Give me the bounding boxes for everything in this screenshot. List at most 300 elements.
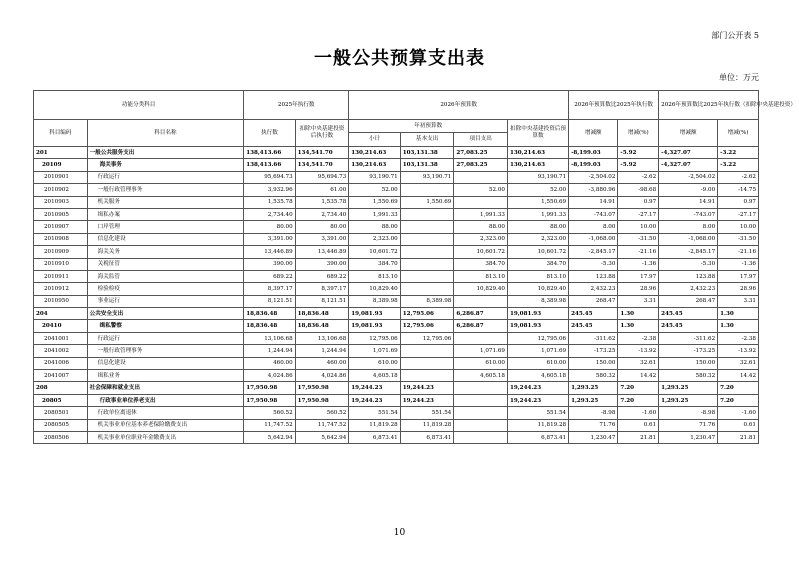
row-name: 公共安全支出 [87,308,244,320]
row-value [400,258,454,270]
row-value: 130,214.63 [507,159,568,171]
row-code: 2010901 [34,171,88,183]
row-value: 52.00 [454,184,508,196]
row-value: 689.22 [295,270,349,282]
row-value: 123.88 [569,270,618,282]
row-value: -5.30 [659,258,718,270]
row-value: -9.00 [659,184,718,196]
row-value [454,171,508,183]
row-value: -1,068.00 [569,233,618,245]
row-value [454,295,508,307]
row-value: 1,550.69 [349,196,400,208]
row-code: 201 [34,147,88,159]
row-value: 19,081.93 [349,308,400,320]
row-name: 行政事业单位养老支出 [87,394,244,406]
row-value: 19,244.23 [349,382,400,394]
row-value: -5.30 [569,258,618,270]
row-value: -743.07 [569,208,618,220]
row-value: 610.00 [349,357,400,369]
row-value: -3,880.96 [569,184,618,196]
row-value: 1,230.47 [569,431,618,443]
row-value: 8,121.51 [244,295,295,307]
header-inc-1: 增减额 [569,120,618,147]
row-name: 缉私办案 [87,208,244,220]
row-value: 7.20 [718,382,759,394]
row-value: 150.00 [569,357,618,369]
row-value [454,419,508,431]
header-compare-1: 2026年预算数比2025年执行数 [569,91,659,120]
row-value: 27,083.25 [454,147,508,159]
row-value: 2,432.23 [569,283,618,295]
row-value: 268.47 [659,295,718,307]
row-name: 缉私警察 [87,320,244,332]
header-code: 科目编码 [34,120,88,147]
row-value: 138,413.66 [244,147,295,159]
row-value: 61.00 [295,184,349,196]
row-value: 14.91 [569,196,618,208]
row-value: -13.92 [718,345,759,357]
row-value: 93,190.71 [507,171,568,183]
header-subtotal: 小计 [349,133,401,146]
row-code: 2010910 [34,258,88,270]
row-value: 1,991.33 [454,208,508,220]
row-name: 检验检疫 [87,283,244,295]
row-value: 580.32 [659,370,718,382]
header-pct-1: 增减(%) [618,120,659,147]
row-value: 245.45 [569,308,618,320]
row-value: 245.45 [659,320,718,332]
row-name: 事业运行 [87,295,244,307]
row-value: 52.00 [507,184,568,196]
row-value: 268.47 [569,295,618,307]
row-value: 1,071.69 [349,345,400,357]
row-value: 1,991.33 [507,208,568,220]
row-name: 海关事务 [87,159,244,171]
row-value: -5.92 [618,159,659,171]
row-value: 580.32 [569,370,618,382]
row-value: 0.97 [718,196,759,208]
row-value: 2,734.40 [295,208,349,220]
row-value: -27.17 [618,208,659,220]
row-value: 1.30 [618,308,659,320]
row-value: 245.45 [659,308,718,320]
row-value: 1.30 [718,308,759,320]
row-value: -31.50 [618,233,659,245]
row-value: 19,244.23 [349,394,400,406]
row-value: 8,389.98 [400,295,454,307]
table-row [34,208,759,220]
row-value: 6,873.41 [507,431,568,443]
row-name: 行政运行 [87,171,244,183]
row-value: 10,829.40 [349,283,400,295]
row-value: 0.61 [618,419,659,431]
row-value: 610.00 [454,357,508,369]
header-budget-2026: 2026年预算数 [349,91,569,120]
row-value: 2,432.23 [659,283,718,295]
row-value: 2,323.00 [454,233,508,245]
row-value: 17.97 [618,270,659,282]
row-name: 机关事业单位职业年金缴费支出 [87,431,244,443]
row-value: 18,836.48 [295,320,349,332]
row-value: 8,389.98 [349,295,400,307]
row-value: 1.30 [618,320,659,332]
row-value: 134,541.70 [295,159,349,171]
header-name: 科目名称 [87,120,244,147]
row-value: 11,819.28 [400,419,454,431]
row-value: -311.62 [659,332,718,344]
row-value: 12,795.06 [400,332,454,344]
table-row [34,295,759,307]
table-row [34,184,759,196]
row-name: 口岸管理 [87,221,244,233]
row-value: 8,397.17 [244,283,295,295]
table-row [34,196,759,208]
header-budget-excl: 扣除中央基建投资后预算数 [507,120,568,147]
row-value [400,208,454,220]
header-exec: 执行数 [244,120,295,147]
table-row [34,419,759,431]
row-value: -1.36 [718,258,759,270]
row-value: 88.00 [349,221,400,233]
row-value: 551.54 [400,407,454,419]
row-code: 2041007 [34,370,88,382]
row-value: -1.36 [618,258,659,270]
row-value: -2.62 [618,171,659,183]
row-value: 14.42 [718,370,759,382]
table-row [34,407,759,419]
table-row [34,320,759,332]
row-code: 2010903 [34,196,88,208]
table-row [34,283,759,295]
row-name: 关税征管 [87,258,244,270]
row-value: 150.00 [659,357,718,369]
row-value: -2,845.17 [659,246,718,258]
row-value: 1,230.47 [659,431,718,443]
row-value: 7.20 [618,394,659,406]
row-value: 4,605.18 [454,370,508,382]
row-value: -8,199.03 [569,159,618,171]
header-exec-excl: 扣除中央基建投资后执行数 [295,120,349,147]
row-value: 28.96 [618,283,659,295]
header-exec-2025: 2025年执行数 [244,91,349,120]
row-value: 1,535.78 [295,196,349,208]
row-value: -311.62 [569,332,618,344]
row-value: -4,327.07 [659,159,718,171]
row-value [454,431,508,443]
row-code: 2010909 [34,246,88,258]
row-value: 32.61 [618,357,659,369]
row-value: 130,214.63 [507,147,568,159]
row-value: -2.38 [618,332,659,344]
row-value [400,345,454,357]
row-value: 123.88 [659,270,718,282]
row-value: -743.07 [659,208,718,220]
row-value: -8.98 [659,407,718,419]
row-value: 3,932.96 [244,184,295,196]
row-name: 信息化建设 [87,233,244,245]
row-value: -5.92 [618,147,659,159]
row-code: 204 [34,308,88,320]
row-value: 384.70 [349,258,400,270]
row-value: -173.25 [659,345,718,357]
row-value: 88.00 [454,221,508,233]
row-value: 95,694.73 [244,171,295,183]
row-value: 3,391.00 [244,233,295,245]
row-value: -2.38 [718,332,759,344]
row-value: 1,071.69 [507,345,568,357]
row-code: 2080505 [34,419,88,431]
row-value: -8.98 [569,407,618,419]
row-value [400,270,454,282]
row-value: 551.54 [507,407,568,419]
row-value: 1,991.33 [349,208,400,220]
row-value: 13,106.68 [295,332,349,344]
row-value: 130,214.63 [349,159,400,171]
row-value: 52.00 [349,184,400,196]
row-value: 138,413.66 [244,159,295,171]
row-code: 2010905 [34,208,88,220]
row-name: 行政单位离退休 [87,407,244,419]
row-name: 行政运行 [87,332,244,344]
row-value: 32.61 [718,357,759,369]
row-value: 1,535.78 [244,196,295,208]
row-value: 813.10 [349,270,400,282]
row-value: -1.60 [618,407,659,419]
row-value: 8.00 [569,221,618,233]
row-value: 80.00 [244,221,295,233]
row-name: 信息化建设 [87,357,244,369]
row-value: 95,694.73 [295,171,349,183]
row-value: 13,446.89 [244,246,295,258]
row-value: 11,747.52 [244,419,295,431]
row-code: 2010912 [34,283,88,295]
header-initial-budget-group [349,120,508,147]
header-compare-2: 2026年预算数比2025年执行数（扣除中央基建投资） [659,91,759,120]
row-value: 1,244.94 [244,345,295,357]
table-row [34,171,759,183]
row-value: 384.70 [507,258,568,270]
row-value: 5,642.94 [295,431,349,443]
row-value [400,221,454,233]
row-value: 4,605.18 [349,370,400,382]
row-value: 6,873.41 [349,431,400,443]
row-value: -8,199.03 [569,147,618,159]
row-value: -2,504.02 [569,171,618,183]
row-value: 18,836.48 [295,308,349,320]
header-basic: 基本支出 [401,133,455,146]
row-value: 71.76 [659,419,718,431]
table-row [34,345,759,357]
row-value: 5,642.94 [244,431,295,443]
row-value: 0.61 [718,419,759,431]
row-name: 机关服务 [87,196,244,208]
row-value: 21.81 [618,431,659,443]
row-value: 17,950.98 [295,394,349,406]
row-code: 2010902 [34,184,88,196]
row-code: 2080501 [34,407,88,419]
row-name: 社会保障和就业支出 [87,382,244,394]
table-row [34,147,759,159]
row-value: 7.20 [718,394,759,406]
row-value: 3,391.00 [295,233,349,245]
row-name: 海关监管 [87,270,244,282]
table-row [34,431,759,443]
row-value [454,332,508,344]
row-value: 4,024.86 [295,370,349,382]
row-value: 19,081.93 [349,320,400,332]
row-value: 19,081.93 [507,308,568,320]
row-value: 71.76 [569,419,618,431]
row-value: 10,601.72 [454,246,508,258]
header-initial-budget: 年初预算数 [349,120,507,133]
row-value: 12,795.06 [507,332,568,344]
row-value: -173.25 [569,345,618,357]
row-value: 93,190.71 [400,171,454,183]
row-value: 3.31 [618,295,659,307]
row-value [454,407,508,419]
row-value: 560.52 [244,407,295,419]
row-value: 28.96 [718,283,759,295]
row-value: -2,504.02 [659,171,718,183]
row-value [400,233,454,245]
row-value: 1,071.69 [454,345,508,357]
row-value: 27,083.25 [454,159,508,171]
row-value: -31.50 [718,233,759,245]
row-value: 14.91 [659,196,718,208]
page-number: 10 [393,528,406,538]
row-value: 460.00 [244,357,295,369]
row-value: 1.30 [718,320,759,332]
table-row [34,370,759,382]
row-value: 19,244.23 [400,382,454,394]
row-value: -21.16 [718,246,759,258]
row-value: 13,446.89 [295,246,349,258]
row-value: 21.81 [718,431,759,443]
row-value: -14.75 [718,184,759,196]
row-name: 一般行政管理事务 [87,345,244,357]
row-code: 2010907 [34,221,88,233]
table-row [34,332,759,344]
row-value: 6,286.87 [454,320,508,332]
row-value: 17.97 [718,270,759,282]
row-value: 460.00 [295,357,349,369]
row-value: 17,950.98 [295,382,349,394]
row-value: 2,323.00 [507,233,568,245]
row-value [400,357,454,369]
row-value: 3.31 [718,295,759,307]
row-value: 560.52 [295,407,349,419]
row-value: 13,106.68 [244,332,295,344]
row-code: 2041006 [34,357,88,369]
row-code: 2041002 [34,345,88,357]
row-value: 1,244.94 [295,345,349,357]
row-value: 19,244.23 [507,394,568,406]
row-code: 2080506 [34,431,88,443]
row-value: 8,389.98 [507,295,568,307]
table-row [34,221,759,233]
table-row [34,246,759,258]
row-value: 390.00 [244,258,295,270]
row-code: 2041001 [34,332,88,344]
budget-table [33,90,796,444]
row-value: 11,819.28 [349,419,400,431]
row-value [454,382,508,394]
row-value: 1,293.25 [569,382,618,394]
page-title: 一般公共预算支出表 [314,48,485,69]
row-value [400,283,454,295]
row-value: 10.00 [718,221,759,233]
table-row [34,382,759,394]
row-value: 7.20 [618,382,659,394]
row-code: 2010908 [34,233,88,245]
row-value: 11,819.28 [507,419,568,431]
row-value: 4,605.18 [507,370,568,382]
row-value: 103,131.38 [400,159,454,171]
table-row [34,233,759,245]
row-code: 2010911 [34,270,88,282]
row-value: 103,131.38 [400,147,454,159]
table-row [34,394,759,406]
page-label: 部门公开表 5 [711,31,759,40]
table-body [34,147,759,444]
row-value: 245.45 [569,320,618,332]
header-inc-2: 增减额 [659,120,718,147]
row-value: 2,734.40 [244,208,295,220]
row-value: 14.42 [618,370,659,382]
row-value [400,184,454,196]
row-value [400,246,454,258]
row-value: 390.00 [295,258,349,270]
row-value: 1,293.25 [659,382,718,394]
table-row [34,270,759,282]
row-value: 17,950.98 [244,394,295,406]
table-row [34,159,759,171]
row-value: 12,795.06 [349,332,400,344]
row-value: 1,550.69 [400,196,454,208]
row-value: 18,836.48 [244,308,295,320]
row-value: -2,845.17 [569,246,618,258]
row-code: 20109 [34,159,88,171]
row-value: 10,601.72 [349,246,400,258]
row-code: 20805 [34,394,88,406]
row-code: 20410 [34,320,88,332]
row-value: 0.97 [618,196,659,208]
row-value: 130,214.63 [349,147,400,159]
row-value: 17,950.98 [244,382,295,394]
row-name: 一般公共服务支出 [87,147,244,159]
row-name: 缉私业务 [87,370,244,382]
row-value: -21.16 [618,246,659,258]
table-row [34,357,759,369]
unit-label: 单位：万元 [719,73,759,82]
row-code: 208 [34,382,88,394]
row-value: 689.22 [244,270,295,282]
row-value: -3.22 [718,147,759,159]
row-value: 10,829.40 [454,283,508,295]
row-value: 10,601.72 [507,246,568,258]
row-value: 1,293.25 [569,394,618,406]
row-value: 384.70 [454,258,508,270]
row-value [454,196,508,208]
row-value: 6,286.87 [454,308,508,320]
row-value: 12,795.06 [400,320,454,332]
row-value: 551.54 [349,407,400,419]
row-name: 一般行政管理事务 [87,184,244,196]
row-value: 6,873.41 [400,431,454,443]
row-value: -4,327.07 [659,147,718,159]
row-value: 610.00 [507,357,568,369]
row-value: 1,550.69 [507,196,568,208]
